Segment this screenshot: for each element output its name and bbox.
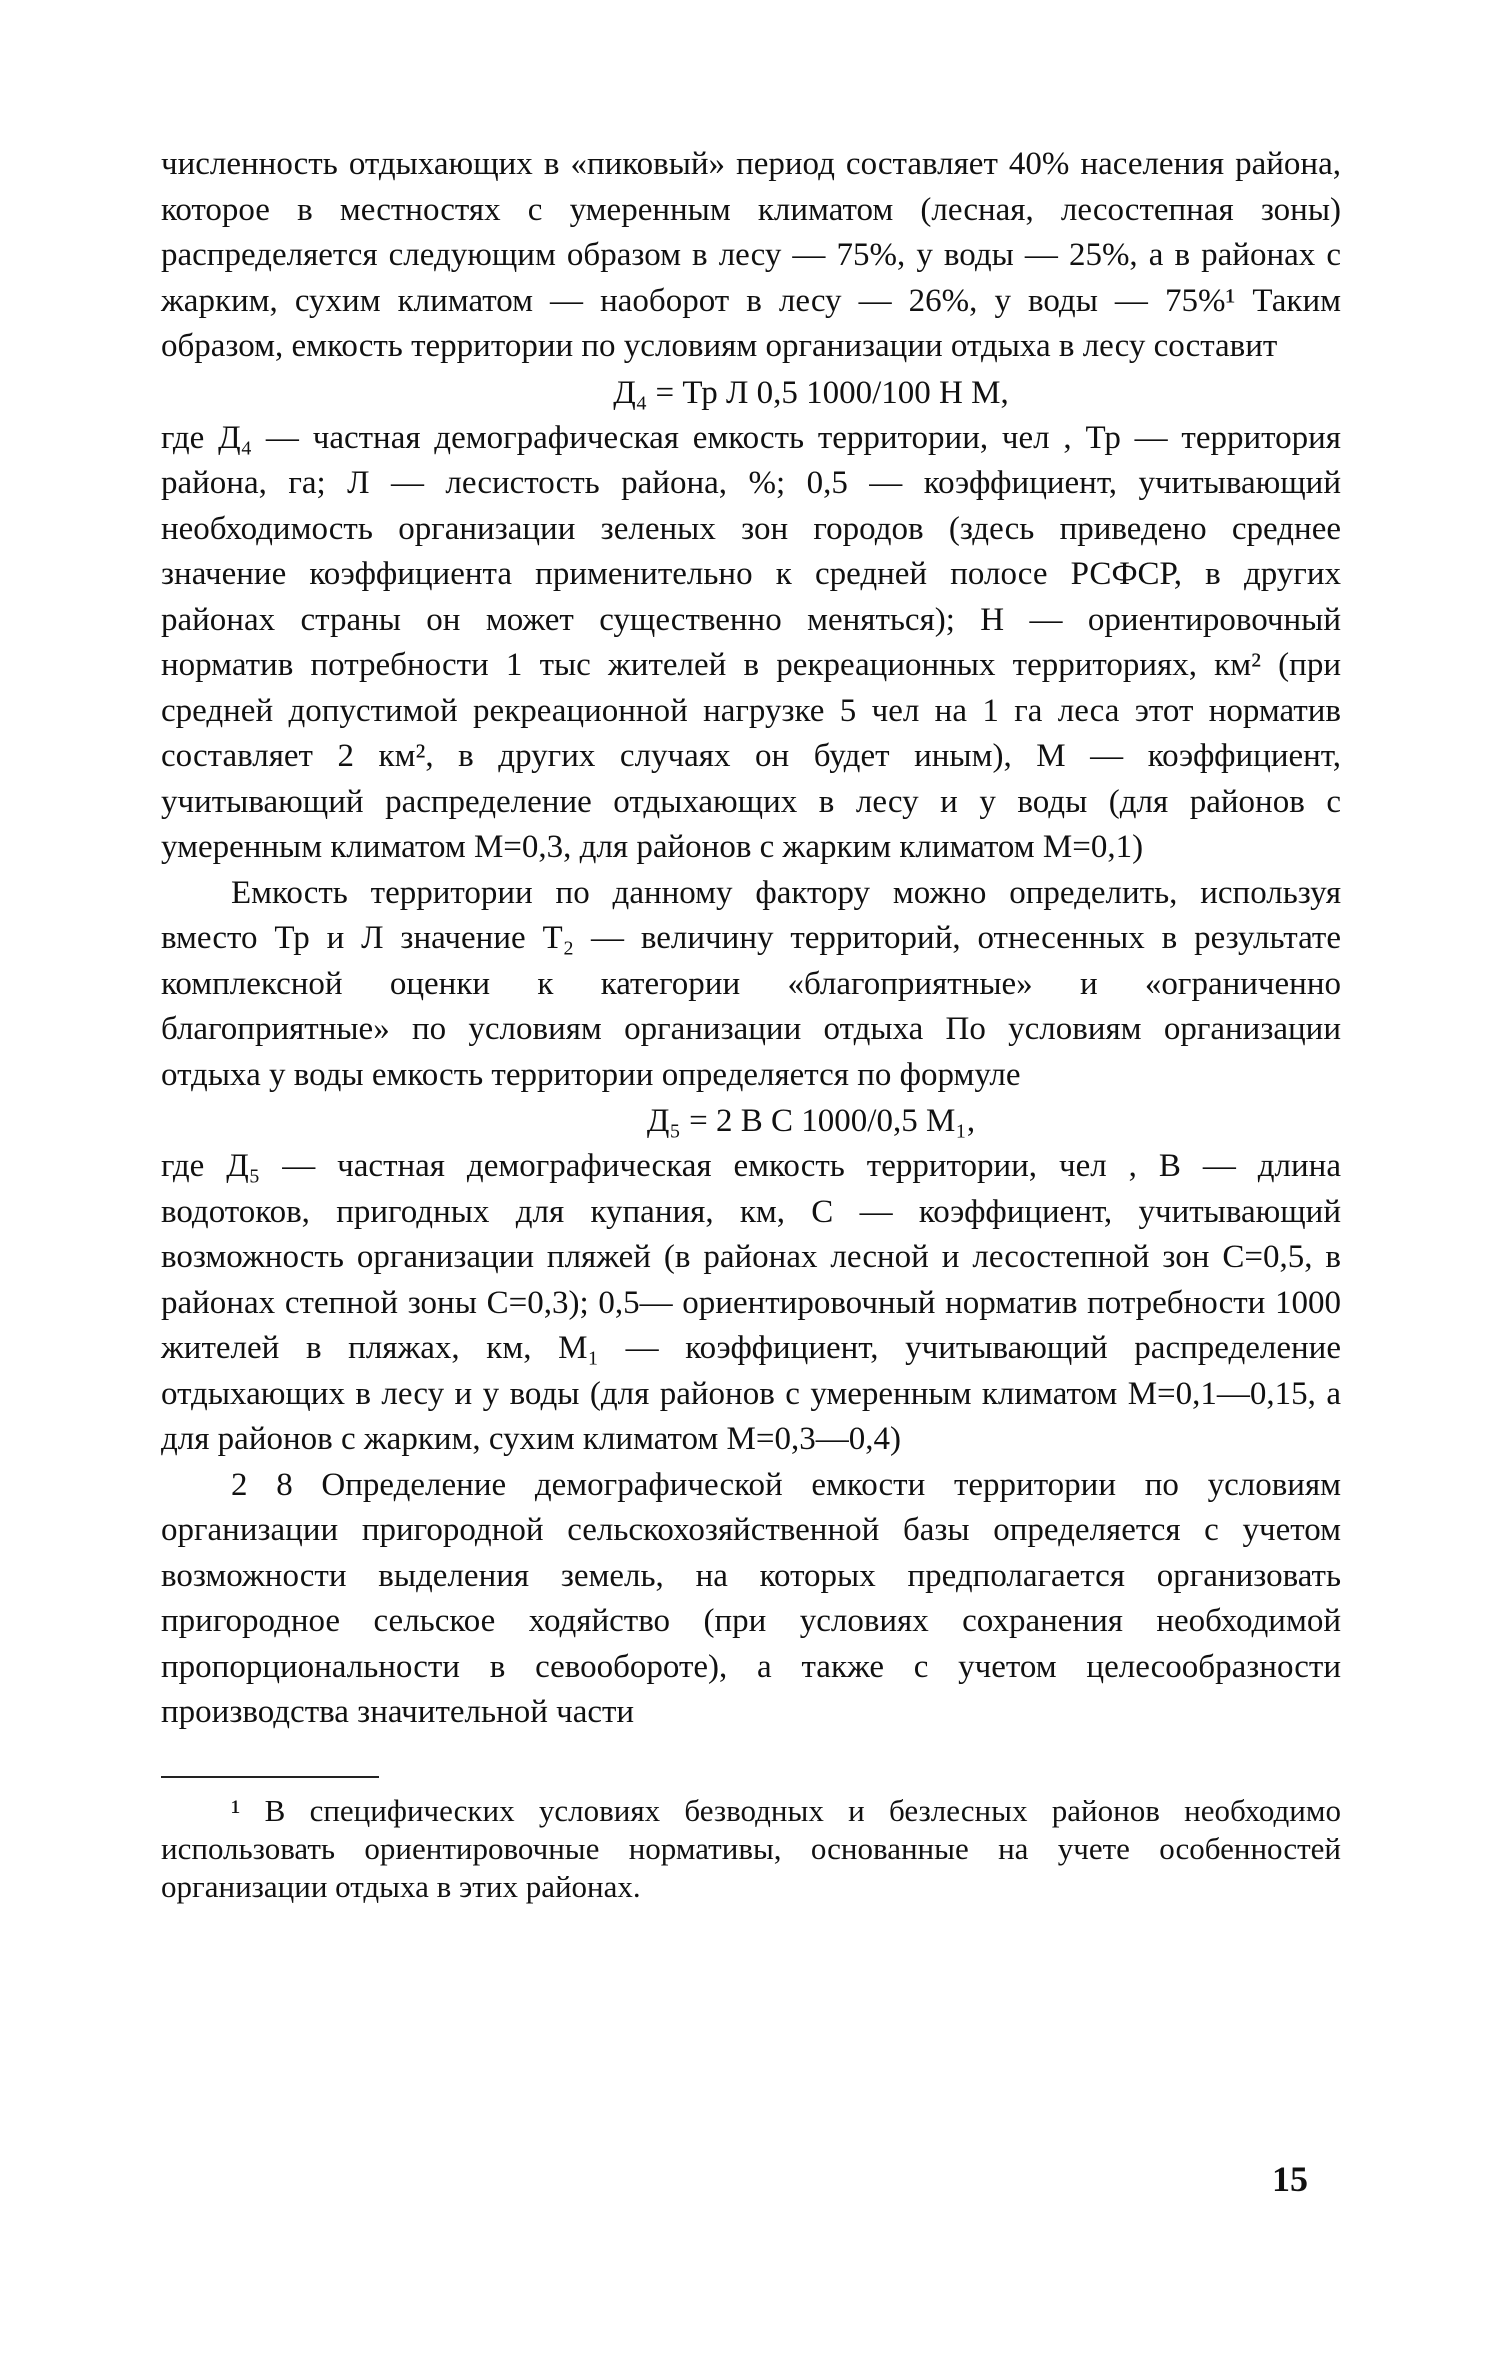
page-number: 15	[1272, 2159, 1308, 2199]
paragraph-4: где Д₅ — частная демографическая емкость территории, чел , В — длина водотоков, пригодных для купания, км, С — коэффициент, учитывающий возможность организации пляжей (в районах лесной и лесостепной зон С=0,5, в районах степной зоны С=0,3); 0,5— ориентировочный норматив потребности 1000 жителей в пляжах, км, М₁ — коэффициент, учитывающий распределение отдыхающих в лесу и у воды (для районов с умеренным климатом М=0,1—0,15, а для районов с жарким, сухим климатом М=0,3—0,4)	[161, 1148, 1341, 1457]
formula-d5	[161, 1098, 1341, 1144]
formula-d5-text: Д₅ = 2 В С 1000/0,5 М₁,	[646, 1103, 976, 1139]
formula-d4	[161, 370, 1341, 416]
paragraph-1: численность отдыхающих в «пиковый» период составляет 40% населения района, которое в местностях с умеренным климатом (лесная, лесостепная зоны) распределяется следующим образом в лесу — 75%, у воды — 25%, а в районах с жарким, сухим климатом — наоборот в лесу — 26%, у воды — 75%¹ Таким образом, емкость территории по условиям организации отдыха в лесу составит	[161, 146, 1341, 364]
formula-d4-text: Д₄ = Тр Л 0,5 1000/100 Н М,	[613, 374, 1009, 411]
paragraph-5: 2 8 Определение демографической емкости территории по условиям организации пригородной сельскохозяйственной базы определяется с учетом возможности выделения земель, на которых предполагается организовать пригородное сельское ходяйство (при условиях сохранения необходимой пропорциональности в севообороте), а также с учетом целесообразности производства значительной части	[161, 1466, 1341, 1730]
footnote: ¹ В специфических условиях безводных и безлесных районов необходимо использовать ориентировочные нормативы, основанные на учете особенностей организации отдыха в этих районах.	[161, 1792, 1341, 1904]
paragraph-3: Емкость территории по данному фактору можно определить, используя вместо Тр и Л значение Т₂ — величину территорий, отнесенных в результате комплексной оценки к категории «благоприятные» и «ограниченно благоприятные» по условиям организации отдыха По условиям организации отдыха у воды емкость территории определяется по формуле	[161, 874, 1341, 1093]
footnote-divider	[161, 1776, 379, 1778]
page-body	[161, 142, 1341, 1906]
paragraph-2: где Д₄ — частная демографическая емкость территории, чел , Тр — территория района, га; Л — лесистость района, %; 0,5 — коэффициент, учитывающий необходимость организации зеленых зон городов (здесь приведено среднее значение коэффициента применительно к средней полосе РСФСР, в других районах страны он может существенно меняться); Н — ориентировочный норматив потребности 1 тыс жителей в рекреационных территориях, км² (при средней допустимой рекреационной нагрузке 5 чел на 1 га леса этот норматив составляет 2 км², в других случаях он будет иным), М — коэффициент, учитывающий распределение отдыхающих в лесу и у воды (для районов с умеренным климатом М=0,3, для районов с жарким климатом М=0,1)	[161, 419, 1341, 865]
